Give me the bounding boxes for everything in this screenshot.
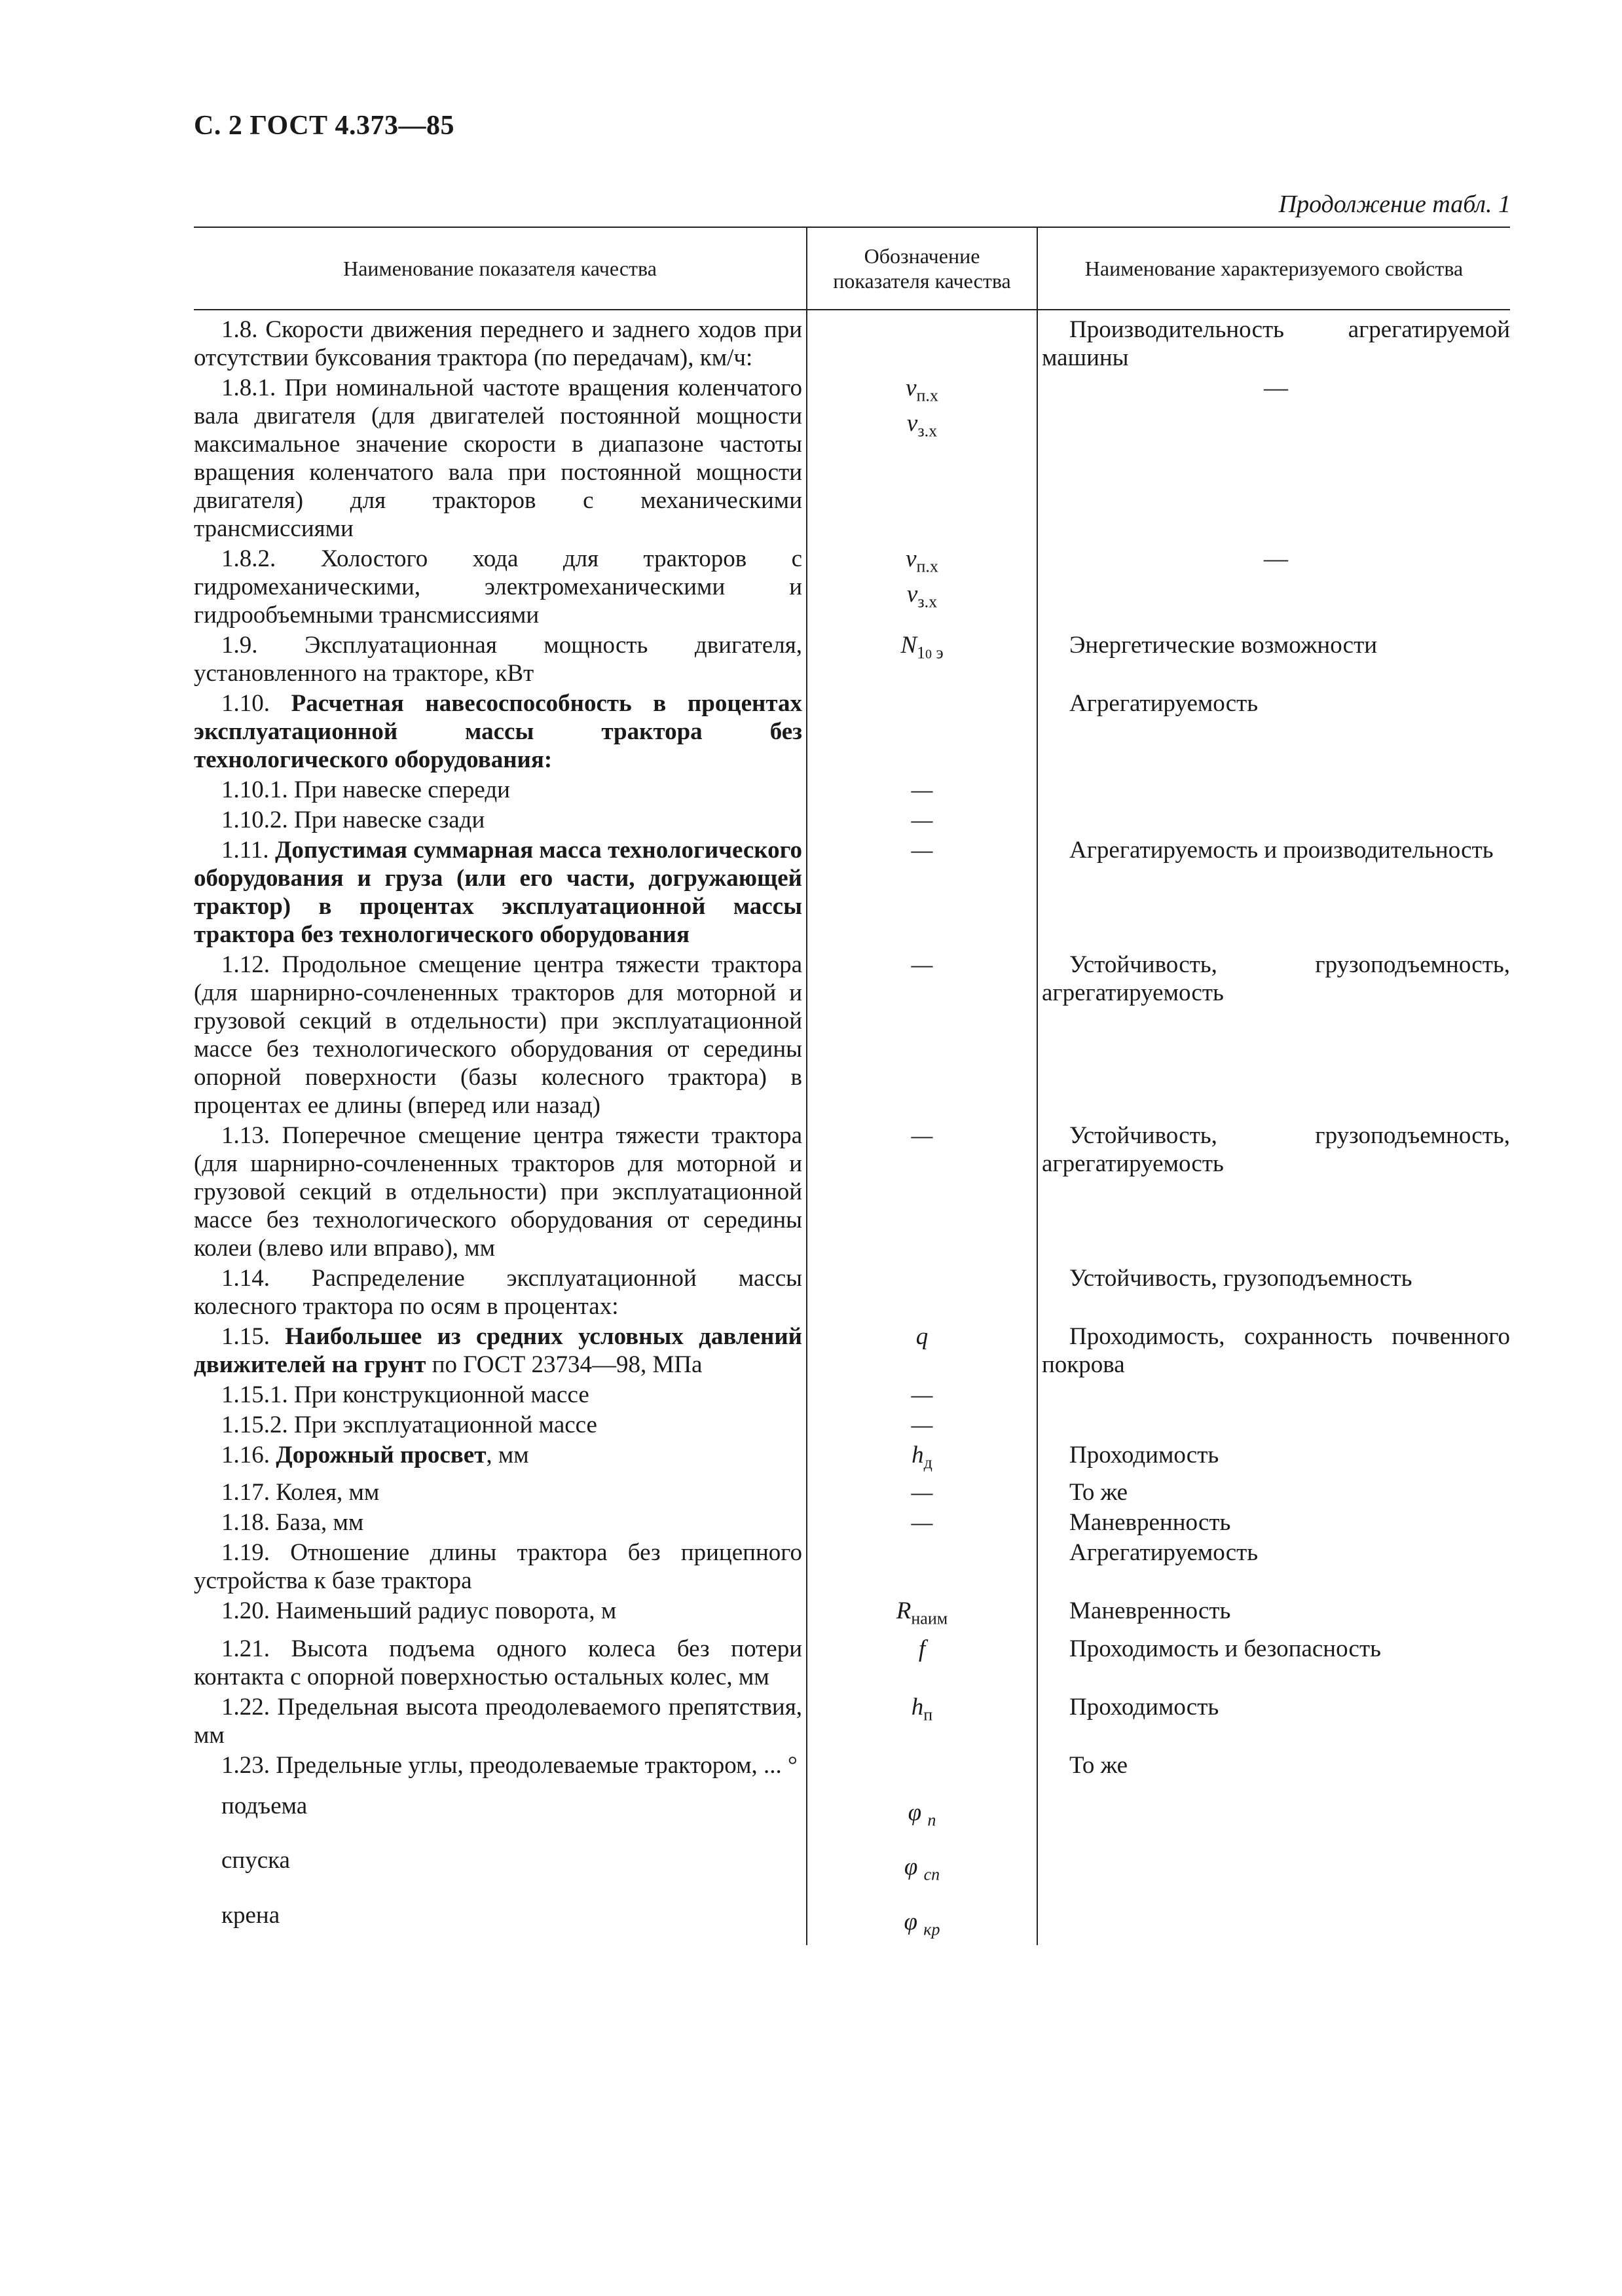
table-row (194, 1441, 1510, 1478)
row-number: 1.15. (221, 1323, 270, 1350)
table-header-row (194, 227, 1510, 310)
table-row (194, 1478, 1510, 1508)
indicator-symbol: $h_п$ (807, 1693, 1037, 1751)
indicator-symbol: φ $_п$ (807, 1781, 1037, 1836)
property-name: Агрегатируемость (1069, 1539, 1259, 1567)
indicator-symbol: — (807, 806, 1037, 836)
row-number: 1.23. (221, 1751, 270, 1779)
row-number: 1.16. (221, 1442, 270, 1468)
row-number: 1.13. (221, 1122, 270, 1149)
indicator-symbol: q (807, 1322, 1037, 1381)
row-number: 1.15.1. (221, 1381, 288, 1408)
indicator-symbol: — (807, 1508, 1037, 1539)
property-name: Проходимость, сохранность почвенного покрова (1042, 1323, 1510, 1378)
property-name: Энергетические возможности (1069, 632, 1378, 659)
property-name: Проходимость и безопасность (1069, 1635, 1381, 1662)
row-number: 1.19. (221, 1539, 270, 1567)
indicator-name: Наименьший радиус поворота, м (276, 1597, 617, 1625)
property-name: Устойчивость, грузоподъемность (1069, 1265, 1412, 1292)
row-number: 1.10. (221, 690, 270, 717)
table-row (194, 1539, 1510, 1597)
row-number: 1.15.2. (221, 1412, 288, 1438)
indicator-symbol: $v_{п.х}$ $v_{з.х}$ (807, 545, 1037, 631)
table-row (194, 689, 1510, 776)
row-number: 1.8.2. (221, 545, 276, 572)
property-name: Устойчивость, грузоподъемность, агрегатируемость (1042, 1122, 1510, 1177)
table-row (194, 1597, 1510, 1634)
table-row (194, 1891, 1510, 1945)
row-number: 1.8. (221, 316, 258, 343)
row-number: 1.8.1. (221, 374, 276, 401)
indicator-name: Предельная высота преодолеваемого препятствия, мм (194, 1693, 802, 1749)
indicator-name: Колея, мм (276, 1479, 380, 1506)
angle-label: крена (221, 1901, 280, 1929)
property-name: Производительность агрегатируемой машины (1042, 316, 1510, 371)
property-name: Агрегатируемость и производительность (1069, 837, 1494, 864)
table-row (194, 1264, 1510, 1322)
row-number: 1.12. (221, 951, 270, 978)
indicator-name: Расчетная навесоспособность в процентах эксплуатационной массы трактора без технологического оборудования: (194, 690, 802, 773)
property-name: То же (1069, 1751, 1128, 1779)
table-row (194, 1322, 1510, 1381)
property-name: Проходимость (1069, 1442, 1219, 1468)
indicator-name: При конструкционной массе (294, 1381, 589, 1408)
table-row (194, 1121, 1510, 1264)
row-number: 1.10.1. (221, 776, 288, 803)
table-row (194, 631, 1510, 689)
indicator-symbol: — (807, 1121, 1037, 1264)
angle-label: спуска (221, 1847, 290, 1874)
indicator-name: При навеске спереди (294, 776, 510, 803)
indicator-name: Отношение длины трактора без прицепного устройства к базе трактора (194, 1539, 802, 1595)
table-row (194, 545, 1510, 631)
row-number: 1.11. (221, 837, 269, 864)
indicator-name: Поперечное смещение центра тяжести трактора (для шарнирно-сочлененных тракторов для моторной и грузовой секций в отдельности) при эксплуатационной массе без технологического оборудования от середины колеи (влево или вправо), мм (194, 1122, 802, 1262)
indicator-name: Холостого хода для тракторов с гидромеханическими, электромеханическими и гидрообъемными трансмиссиями (194, 545, 802, 629)
indicator-name-suffix: , мм (486, 1442, 529, 1468)
table-row (194, 1411, 1510, 1441)
indicator-name: Высота подъема одного колеса без потери контакта с опорной поверхностью остальных колес, мм (194, 1635, 802, 1690)
indicator-symbol: $N_{10}$ $_э$ (807, 631, 1037, 689)
indicator-name: Дорожный просвет (276, 1442, 487, 1468)
property-name: Проходимость (1069, 1693, 1219, 1721)
property-name: Агрегатируемость (1069, 690, 1259, 717)
row-number: 1.14. (221, 1265, 270, 1292)
indicator-name: Распределение эксплуатационной массы колесного трактора по осям в процентах: (194, 1265, 803, 1320)
table-row (194, 310, 1510, 374)
indicator-name: Скорости движения переднего и заднего ходов при отсутствии буксования трактора (по передачам), км/ч: (194, 316, 802, 371)
indicator-name: Наибольшее из средних условных давлений движителей на грунт (194, 1323, 802, 1378)
indicator-name: Продольное смещение центра тяжести трактора (для шарнирно-сочлененных тракторов для моторной и грузовой секций в отдельности) при эксплуатационной массе без технологического оборудования от середины опорной поверхности (базы колесного трактора) в процентах ее длины (вперед или назад) (194, 951, 802, 1119)
table-row (194, 1381, 1510, 1411)
property-name: — (1264, 374, 1288, 401)
quality-indicators-table (194, 227, 1510, 1945)
column-header-symbol: Обозначение показателя качества (807, 227, 1037, 310)
column-header-name: Наименование показателя качества (194, 227, 807, 310)
row-number: 1.17. (221, 1479, 270, 1506)
property-name: Устойчивость, грузоподъемность, агрегатируемость (1042, 951, 1510, 1006)
angle-label: подъема (221, 1792, 308, 1819)
indicator-name: При навеске сзади (294, 807, 485, 833)
property-name: То же (1069, 1479, 1128, 1506)
property-name: Маневренность (1069, 1597, 1231, 1625)
property-name: — (1264, 545, 1288, 572)
indicator-symbol: — (807, 836, 1037, 951)
table-row (194, 374, 1510, 545)
table-row (194, 1781, 1510, 1836)
table-row (194, 951, 1510, 1121)
table-row (194, 1635, 1510, 1693)
page-header: С. 2 ГОСТ 4.373—85 (194, 111, 455, 141)
indicator-name-suffix: по ГОСТ 23734—98, МПа (432, 1351, 703, 1378)
table-row (194, 1836, 1510, 1890)
table-row (194, 1693, 1510, 1751)
indicator-symbol: φ $_{сп}$ (807, 1836, 1037, 1890)
table-row (194, 1508, 1510, 1539)
indicator-name: База, мм (276, 1509, 364, 1537)
column-header-property: Наименование характеризуемого свойства (1037, 227, 1510, 310)
table-row (194, 1751, 1510, 1781)
indicator-symbol: — (807, 1411, 1037, 1441)
table-row (194, 836, 1510, 951)
indicator-name: Эксплуатационная мощность двигателя, установленного на тракторе, кВт (194, 632, 802, 687)
property-name: Маневренность (1069, 1509, 1231, 1537)
indicator-symbol: $R_{наим}$ (807, 1597, 1037, 1634)
row-number: 1.18. (221, 1509, 270, 1537)
table-continuation-label: Продолжение табл. 1 (1278, 191, 1511, 218)
table-row (194, 806, 1510, 836)
indicator-symbol: — (807, 776, 1037, 806)
indicator-name: Предельные углы, преодолеваемые трактором, ... ° (276, 1751, 798, 1779)
row-number: 1.22. (221, 1693, 270, 1721)
row-number: 1.20. (221, 1597, 270, 1625)
indicator-name: Допустимая суммарная масса технологического оборудования и груза (или его части, догружающей трактор) в процентах эксплуатационной массы трактора без технологического оборудования (194, 837, 803, 948)
indicator-symbol: $v_{п.х}$ $v_{з.х}$ (807, 374, 1037, 545)
indicator-name: При номинальной частоте вращения коленчатого вала двигателя (для двигателей постоянной мощности максимальное значение скорости в диапазоне частоты вращения коленчатого вала при постоянной мощности двигателя) для тракторов с механическими трансмиссиями (194, 374, 802, 542)
indicator-symbol: f (807, 1635, 1037, 1693)
indicator-symbol: — (807, 1478, 1037, 1508)
row-number: 1.21. (221, 1635, 270, 1662)
indicator-symbol: — (807, 951, 1037, 1121)
row-number: 1.10.2. (221, 807, 288, 833)
indicator-symbol: φ $_{кр}$ (807, 1891, 1037, 1945)
indicator-name: При эксплуатационной массе (294, 1412, 597, 1438)
indicator-symbol: $h_д$ (807, 1441, 1037, 1478)
row-number: 1.9. (221, 632, 258, 659)
indicator-symbol: — (807, 1381, 1037, 1411)
table-row (194, 776, 1510, 806)
